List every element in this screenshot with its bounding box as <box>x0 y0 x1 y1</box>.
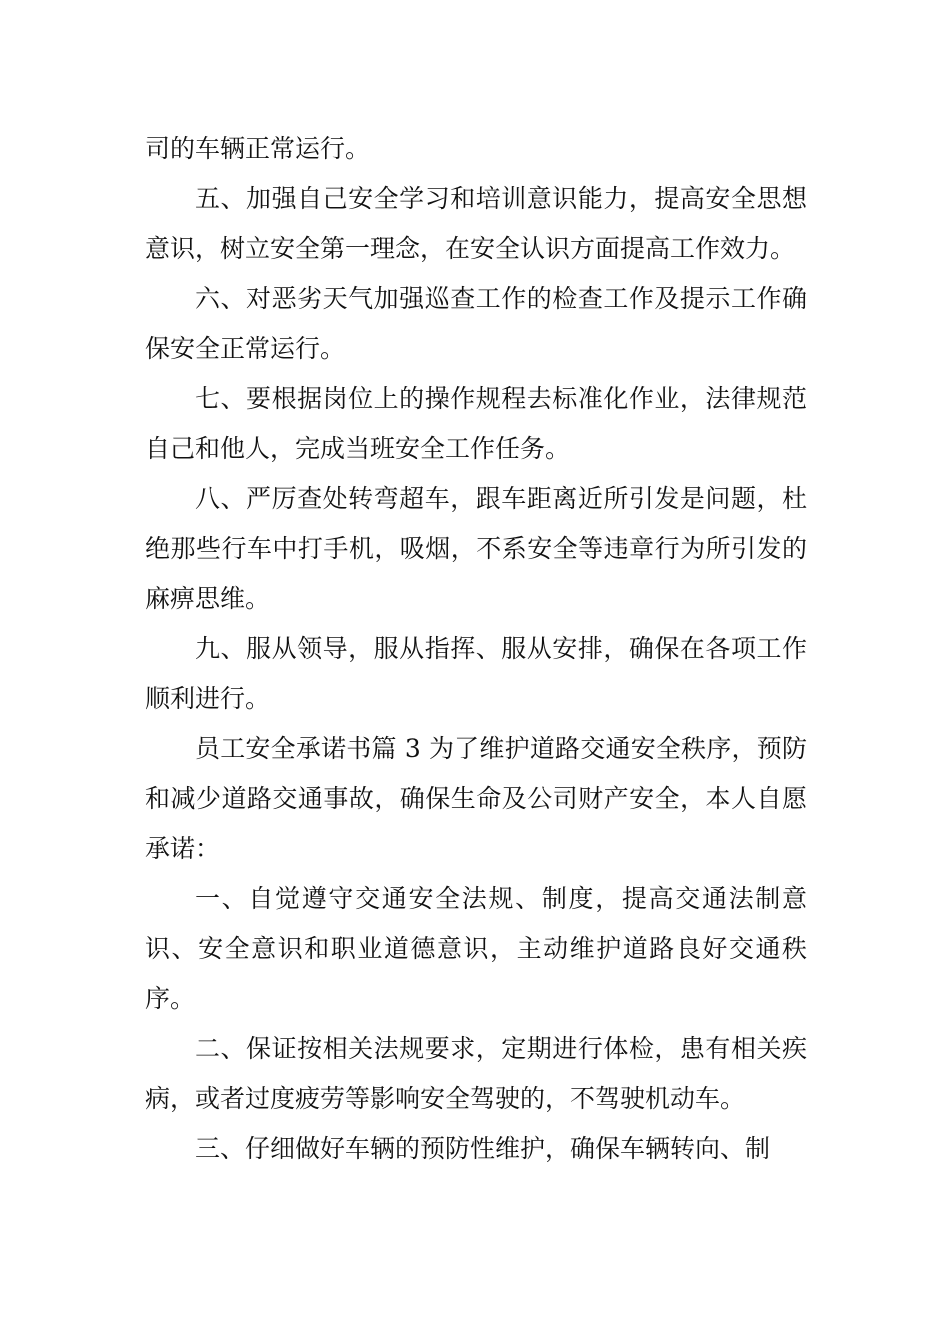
document-page <box>145 124 807 1174</box>
paragraph-continuation: 司的车辆正常运行。 <box>145 134 371 163</box>
paragraph-item-7: 七、要根据岗位上的操作规程去标准化作业，法律规范自己和他人，完成当班安全工作任务。 <box>145 384 807 463</box>
paragraph-item-2: 二、保证按相关法规要求，定期进行体检，患有相关疾病，或者过度疲劳等影响安全驾驶的，不驾驶机动车。 <box>145 1034 807 1113</box>
paragraph-item-8: 八、严厉查处转弯超车，跟车距离近所引发是问题，杜绝那些行车中打手机，吸烟，不系安全等违章行为所引发的麻痹思维。 <box>145 484 807 613</box>
paragraph-item-1: 一、自觉遵守交通安全法规、制度，提高交通法制意识、安全意识和职业道德意识，主动维护道路良好交通秩序。 <box>145 884 807 1013</box>
paragraph-item-6: 六、对恶劣天气加强巡查工作的检查工作及提示工作确保安全正常运行。 <box>145 284 807 363</box>
paragraph-item-5: 五、加强自己安全学习和培训意识能力，提高安全思想意识，树立安全第一理念，在安全认识方面提高工作效力。 <box>145 184 807 263</box>
paragraph-item-9: 九、服从领导，服从指挥、服从安排，确保在各项工作顺利进行。 <box>145 634 807 713</box>
paragraph-section-3-intro: 员工安全承诺书篇 3 为了维护道路交通安全秩序，预防和减少道路交通事故，确保生命及公司财产安全，本人自愿承诺： <box>145 734 807 863</box>
paragraph-item-3: 三、仔细做好车辆的预防性维护，确保车辆转向、制 <box>195 1134 771 1163</box>
